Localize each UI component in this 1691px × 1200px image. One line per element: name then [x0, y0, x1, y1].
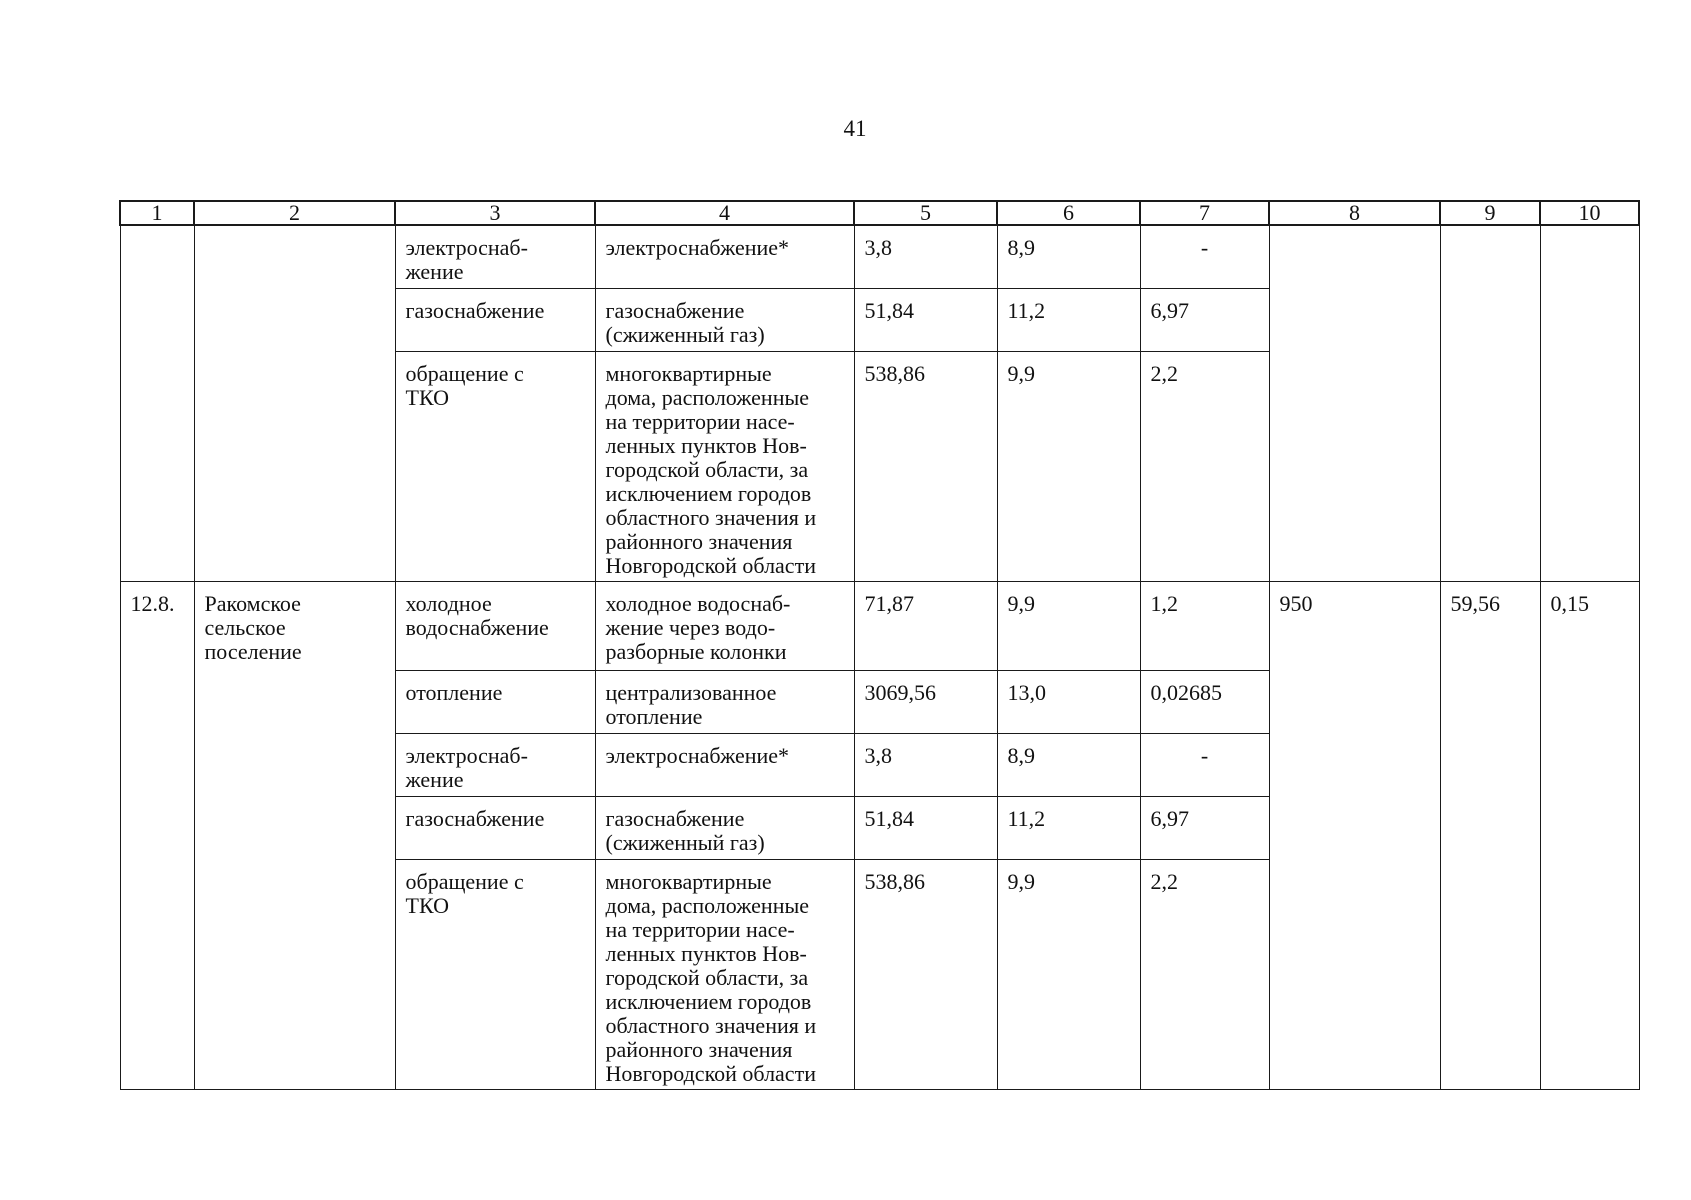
col-header-8: 8	[1269, 201, 1440, 225]
value-col7: 6,97	[1140, 797, 1269, 860]
value-col7: -	[1140, 225, 1269, 289]
col-header-10: 10	[1540, 201, 1639, 225]
col-header-6: 6	[997, 201, 1140, 225]
value-col5: 51,84	[854, 797, 997, 860]
settlement-name: Ракомское сельское поселение	[194, 582, 395, 1090]
value-col6: 13,0	[997, 671, 1140, 734]
service-type-cell: электроснабжение*	[595, 734, 854, 797]
column-number-row	[120, 201, 1639, 225]
service-cell: электроснаб- жение	[395, 225, 595, 289]
cont-settlement-cell	[194, 225, 395, 582]
col-header-2: 2	[194, 201, 395, 225]
value-col5: 3,8	[854, 734, 997, 797]
value-col5: 51,84	[854, 289, 997, 352]
service-cell: обращение с ТКО	[395, 352, 595, 582]
col-header-1: 1	[120, 201, 194, 225]
service-cell: отопление	[395, 671, 595, 734]
col-header-5: 5	[854, 201, 997, 225]
service-type-cell: централизованное отопление	[595, 671, 854, 734]
value-col6: 8,9	[997, 734, 1140, 797]
value-col7: 1,2	[1140, 582, 1269, 671]
value-col5: 3,8	[854, 225, 997, 289]
col-header-3: 3	[395, 201, 595, 225]
value-col7: 0,02685	[1140, 671, 1269, 734]
settlement-col8: 950	[1269, 582, 1440, 1090]
service-type-cell: электроснабжение*	[595, 225, 854, 289]
table-row	[120, 582, 1639, 671]
value-col7: 6,97	[1140, 289, 1269, 352]
table-row	[120, 225, 1639, 289]
col-header-9: 9	[1440, 201, 1540, 225]
service-type-cell: многоквартирные дома, расположенные на территории насе- ленных пунктов Нов- городской области, за исключением городов областного значения и районного значения Новгородской области	[595, 860, 854, 1090]
value-col7: 2,2	[1140, 860, 1269, 1090]
cont-col9-cell	[1440, 225, 1540, 582]
service-cell: газоснабжение	[395, 797, 595, 860]
cont-col10-cell	[1540, 225, 1639, 582]
service-cell: холодное водоснабжение	[395, 582, 595, 671]
value-col6: 8,9	[997, 225, 1140, 289]
service-cell: электроснаб- жение	[395, 734, 595, 797]
service-type-cell: многоквартирные дома, расположенные на территории насе- ленных пунктов Нов- городской области, за исключением городов областного значения и районного значения Новгородской области	[595, 352, 854, 582]
tariff-table	[119, 200, 1640, 1090]
value-col5: 538,86	[854, 860, 997, 1090]
service-type-cell: холодное водоснаб- жение через водо- разборные колонки	[595, 582, 854, 671]
value-col6: 9,9	[997, 860, 1140, 1090]
value-col6: 9,9	[997, 352, 1140, 582]
value-col5: 538,86	[854, 352, 997, 582]
cont-num-cell	[120, 225, 194, 582]
settlement-col9: 59,56	[1440, 582, 1540, 1090]
value-col6: 11,2	[997, 797, 1140, 860]
service-type-cell: газоснабжение (сжиженный газ)	[595, 289, 854, 352]
value-col5: 71,87	[854, 582, 997, 671]
col-header-7: 7	[1140, 201, 1269, 225]
settlement-col10: 0,15	[1540, 582, 1639, 1090]
value-col6: 11,2	[997, 289, 1140, 352]
col-header-4: 4	[595, 201, 854, 225]
value-col6: 9,9	[997, 582, 1140, 671]
value-col7: 2,2	[1140, 352, 1269, 582]
service-cell: газоснабжение	[395, 289, 595, 352]
value-col7: -	[1140, 734, 1269, 797]
page-number: 41	[843, 116, 867, 141]
service-cell: обращение с ТКО	[395, 860, 595, 1090]
service-type-cell: газоснабжение (сжиженный газ)	[595, 797, 854, 860]
value-col5: 3069,56	[854, 671, 997, 734]
settlement-number: 12.8.	[120, 582, 194, 1090]
cont-col8-cell	[1269, 225, 1440, 582]
